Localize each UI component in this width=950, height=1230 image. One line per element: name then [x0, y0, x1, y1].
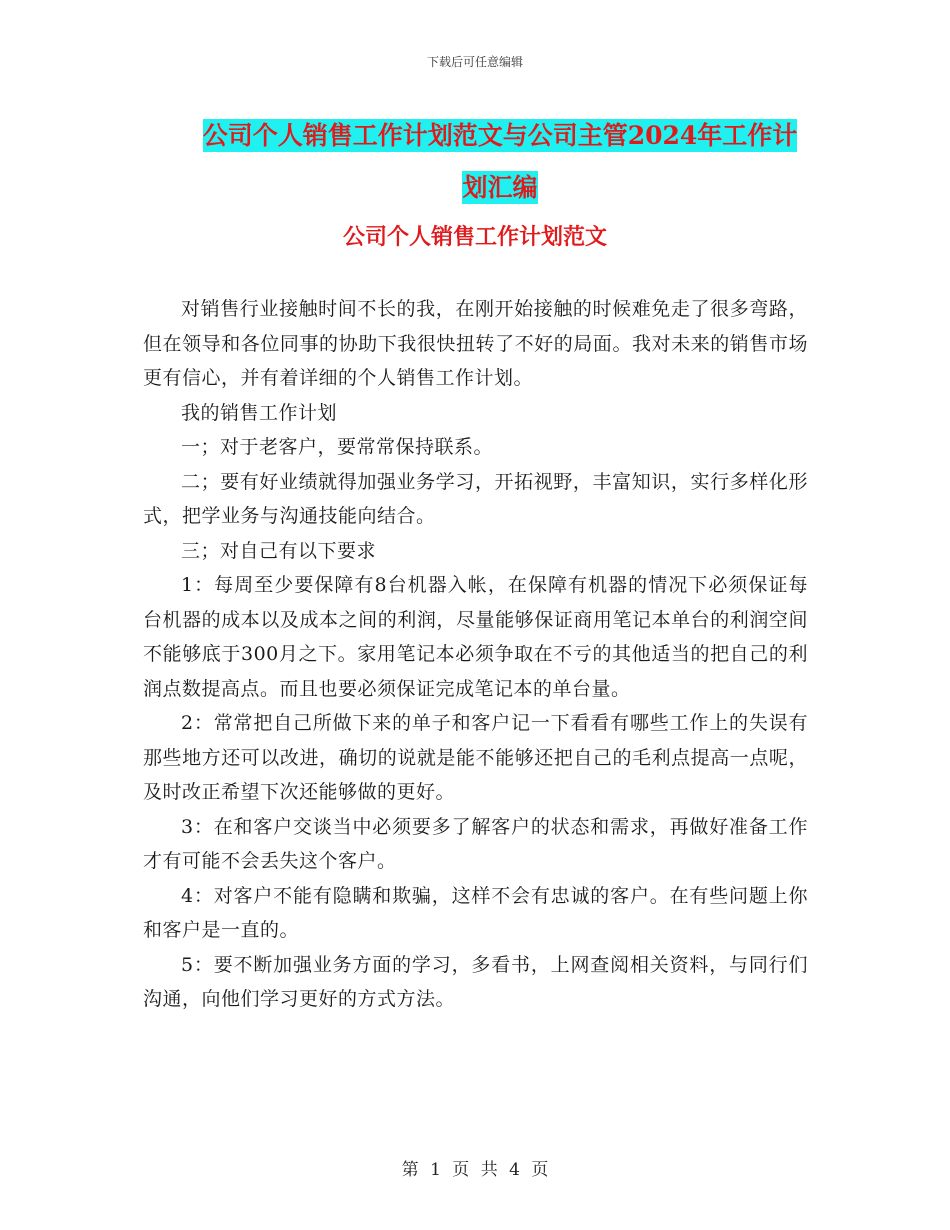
paragraph: 一；对于老客户，要常常保持联系。 — [181, 436, 494, 458]
document-title — [140, 110, 860, 214]
paragraph: 3：在和客户交谈当中必须要多了解客户的状态和需求，再做好准备工作才有可能不会丢失这个客户。 — [143, 815, 808, 872]
title-line-2: 划汇编 — [462, 173, 538, 202]
paragraph: 二；要有好业绩就得加强业务学习，开拓视野，丰富知识，实行多样化形式，把学业务与沟通技能向结合。 — [143, 470, 808, 527]
paragraph: 三；对自己有以下要求 — [181, 539, 377, 562]
paragraph: 我的销售工作计划 — [181, 401, 338, 424]
header-note: 下载后可任意编辑 — [426, 55, 523, 69]
body-text — [143, 292, 808, 1017]
section-title: 公司个人销售工作计划范文 — [342, 224, 607, 250]
page-footer: 第 1 页 共 4 页 — [401, 1160, 549, 1180]
paragraph: 对销售行业接触时间不长的我，在刚开始接触的时候难免走了很多弯路，但在领导和各位同事的协助下我很快扭转了不好的局面。我对未来的销售市场更有信心，并有着详细的个人销售工作计划。 — [143, 298, 808, 389]
paragraph: 2：常常把自己所做下来的单子和客户记一下看看有哪些工作上的失误有那些地方还可以改进，确切的说就是能不能够还把自己的毛利点提高一点呢，及时改正希望下次还能够做的更好。 — [143, 712, 808, 803]
paragraph: 1：每周至少要保障有8台机器入帐，在保障有机器的情况下必须保证每台机器的成本以及成本之间的利润，尽量能够保证商用笔记本单台的利润空间不能够底于300月之下。家用笔记本必须争取在不亏的其他适当的把自己的利润点数提高点。而且也要必须保证完成笔记本的单台量。 — [143, 574, 808, 700]
title-line-1: 公司个人销售工作计划范文与公司主管2024年工作计 — [202, 121, 798, 150]
paragraph: 4：对客户不能有隐瞒和欺骗，这样不会有忠诚的客户。在有些问题上你和客户是一直的。 — [143, 884, 808, 941]
paragraph: 5：要不断加强业务方面的学习，多看书，上网查阅相关资料，与同行们沟通，向他们学习更好的方式方法。 — [143, 953, 808, 1010]
